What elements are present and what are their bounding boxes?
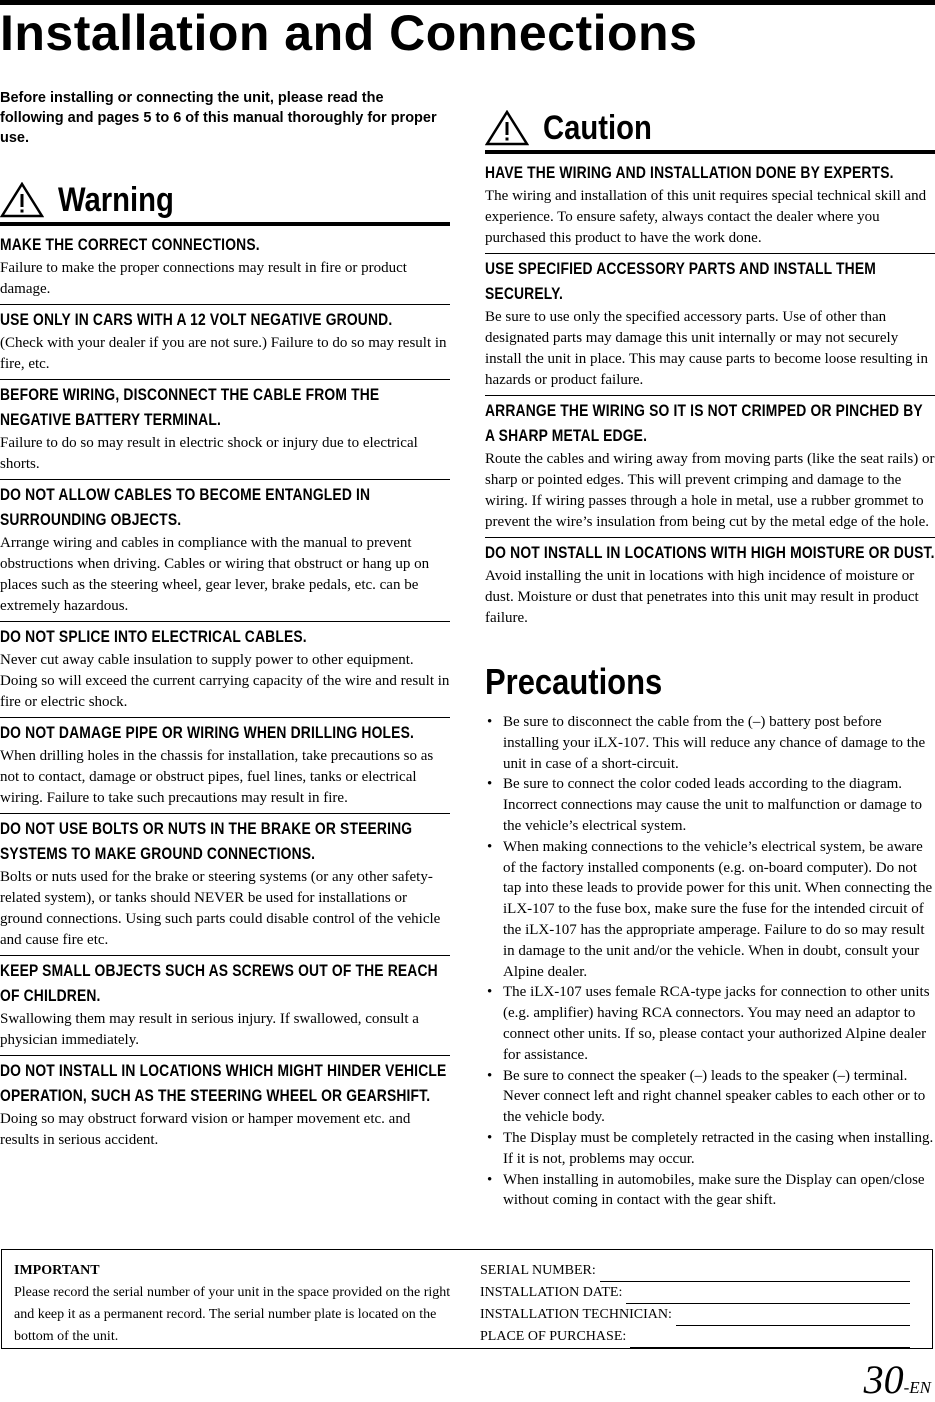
warning-item-body: Arrange wiring and cables in compliance with the manual to prevent obstructions when driving. Cables or wiring that obstruct or hang up on places such as the steering wheel, gear lever, brake pedals, etc. can be extremely hazardous. <box>0 535 430 614</box>
warning-item-body: Bolts or nuts used for the brake or steering systems (or any other safety-related system), or tanks should NEVER be used for installations or ground connections. Using such parts could disable control of the vehicle and cause fire etc. <box>0 869 441 948</box>
precautions-title: Precautions <box>485 661 663 702</box>
warning-item <box>0 718 450 814</box>
caution-rule <box>485 150 935 154</box>
bullet-text: Be sure to disconnect the cable from the (–) battery post before installing your iLX-107. This will reduce any chance of damage to the unit in case of a short-circuit. <box>503 714 926 772</box>
bullet-text: Be sure to connect the color coded leads according to the diagram. Incorrect connections may cause the unit to malfunction or damage to the vehicle’s electrical system. <box>503 776 923 834</box>
precautions-list <box>485 712 935 1211</box>
field-line[interactable] <box>600 1266 910 1282</box>
warning-item <box>0 814 450 956</box>
bullet-icon: • <box>487 1067 493 1084</box>
warning-item-body: Failure to make the proper connections may result in fire or product damage. <box>0 260 407 297</box>
bullet-icon: • <box>487 776 493 793</box>
caution-list <box>485 158 935 633</box>
caution-item <box>485 396 935 538</box>
caution-header <box>485 108 935 154</box>
page-number-value: 30 <box>863 1357 904 1402</box>
warning-header <box>0 180 450 226</box>
caution-item-body: The wiring and installation of this unit requires special technical skill and experience. To ensure safety, always contact the dealer where you purchased this product to have the work done. <box>485 188 927 246</box>
bullet-text: The Display must be completely retracted in the casing when installing. If it is not, problems may occur. <box>503 1129 934 1167</box>
list-item <box>485 774 935 836</box>
warning-item <box>0 956 450 1056</box>
bullet-text: When making connections to the vehicle’s electrical system, be aware of the factory installed components (e.g. on-board computer). Do not tap into these leads to provide power for this unit. When connecting the iLX-107 to the fuse box, make sure the fuse for the intended circuit of the iLX-107 has the appropriate amperage. Failure to do so may result in damage to the unit and/or the vehicle. When in doubt, consult your Alpine dealer. <box>503 838 933 980</box>
list-item <box>485 982 935 1065</box>
warning-item <box>0 380 450 480</box>
warning-item <box>0 305 450 380</box>
page-number-suffix: -EN <box>903 1378 931 1397</box>
warning-item-body: Doing so may obstruct forward vision or hamper movement etc. and results in serious accident. <box>0 1111 411 1148</box>
caution-item-body: Route the cables and wiring away from moving parts (like the seat rails) or sharp or pointed edges. This will prevent crimping and damage to the wiring. If wiring passes through a hole in metal, use a rubber grommet to prevent the wire’s insulation from being cut by the metal edge of the hole. <box>485 451 935 530</box>
list-item <box>485 837 935 983</box>
bullet-icon: • <box>487 984 493 1001</box>
warning-item <box>0 230 450 305</box>
caution-item-title: USE SPECIFIED ACCESSORY PARTS AND INSTALL THEM SECURELY. <box>485 260 876 303</box>
intro-text: Before installing or connecting the unit, please read the following and pages 5 to 6 of this manual thoroughly for proper use. <box>0 90 437 146</box>
warning-item-body: Failure to do so may result in electric shock or injury due to electrical shorts. <box>0 435 418 472</box>
caution-triangle-icon <box>485 110 529 146</box>
warning-item-body: When drilling holes in the chassis for installation, take precautions so as not to contact, damage or obstruct pipes, fuel lines, tanks or electrical wiring. Failure to take such precautions may result in fire. <box>0 748 434 806</box>
caution-item <box>485 254 935 396</box>
bullet-text: The iLX-107 uses female RCA-type jacks for connection to other units (e.g. amplifier) having RCA connectors. You may need an adaptor to connect other units. If so, please contact your authorized Alpine dealer for assistance. <box>503 984 930 1063</box>
warning-item-title: DO NOT ALLOW CABLES TO BECOME ENTANGLED IN SURROUNDING OBJECTS. <box>0 486 371 529</box>
warning-list <box>0 230 450 1155</box>
warning-rule <box>0 222 450 226</box>
caution-item-title: ARRANGE THE WIRING SO IT IS NOT CRIMPED OR PINCHED BY A SHARP METAL EDGE. <box>485 402 923 445</box>
field-line[interactable] <box>676 1310 910 1326</box>
warning-item-title: USE ONLY IN CARS WITH A 12 VOLT NEGATIVE GROUND. <box>0 311 393 329</box>
page-number <box>863 1357 931 1402</box>
field-label: PLACE OF PURCHASE: <box>480 1329 627 1344</box>
page-title: Installation and Connections <box>0 5 698 61</box>
warning-item <box>0 1056 450 1155</box>
bullet-text: When installing in automobiles, make sure the Display can open/close without coming in contact with the gear shift. <box>503 1171 925 1209</box>
list-item <box>485 712 935 774</box>
warning-item <box>0 480 450 622</box>
warning-item-body: Swallowing them may result in serious injury. If swallowed, consult a physician immediately. <box>0 1011 419 1048</box>
installation-date-field[interactable] <box>480 1282 910 1304</box>
caution-item-body: Be sure to use only the specified accessory parts. Use of other than designated parts may damage this unit internally or may not securely install the unit in place. This may cause parts to become loose resulting in hazards or product failure. <box>485 309 928 388</box>
warning-item-title: MAKE THE CORRECT CONNECTIONS. <box>0 236 260 254</box>
installation-technician-field[interactable] <box>480 1304 910 1326</box>
warning-item-body: (Check with your dealer if you are not sure.) Failure to do so may result in fire, etc. <box>0 335 447 372</box>
record-fields <box>480 1260 910 1348</box>
important-box <box>1 1249 933 1349</box>
caution-item <box>485 158 935 254</box>
caution-item-title: HAVE THE WIRING AND INSTALLATION DONE BY EXPERTS. <box>485 164 894 182</box>
warning-item-title: DO NOT USE BOLTS OR NUTS IN THE BRAKE OR STEERING SYSTEMS TO MAKE GROUND CONNECTIONS. <box>0 820 413 863</box>
important-text: Please record the serial number of your unit in the space provided on the right and keep it as a permanent record. The serial number plate is located on the bottom of the unit. <box>14 1285 451 1344</box>
caution-item-body: Avoid installing the unit in locations with high incidence of moisture or dust. Moisture or dust that penetrates into this unit may result in product failure. <box>485 568 919 626</box>
warning-title: Warning <box>58 181 174 219</box>
field-label: SERIAL NUMBER: <box>480 1263 596 1278</box>
list-item <box>485 1066 935 1128</box>
bullet-icon: • <box>487 1129 493 1146</box>
bullet-icon: • <box>487 1171 493 1188</box>
caution-title: Caution <box>543 109 652 147</box>
list-item <box>485 1170 935 1212</box>
bullet-icon: • <box>487 838 493 855</box>
field-label: INSTALLATION TECHNICIAN: <box>480 1307 672 1322</box>
warning-item-title: DO NOT SPLICE INTO ELECTRICAL CABLES. <box>0 628 307 646</box>
warning-item-title: KEEP SMALL OBJECTS SUCH AS SCREWS OUT OF THE REACH OF CHILDREN. <box>0 962 438 1005</box>
warning-triangle-icon <box>0 182 44 218</box>
field-line[interactable] <box>630 1332 910 1348</box>
warning-item-title: BEFORE WIRING, DISCONNECT THE CABLE FROM THE NEGATIVE BATTERY TERMINAL. <box>0 386 380 429</box>
important-note <box>14 1260 454 1348</box>
caution-item <box>485 538 935 633</box>
warning-item-title: DO NOT INSTALL IN LOCATIONS WHICH MIGHT HINDER VEHICLE OPERATION, SUCH AS THE STEERING WHEEL OR GEARSHIFT. <box>0 1062 447 1105</box>
bullet-text: Be sure to connect the speaker (–) leads to the speaker (–) terminal. Never connect left and right channel speaker cables to each other or to the vehicle body. <box>503 1067 926 1126</box>
caution-item-title: DO NOT INSTALL IN LOCATIONS WITH HIGH MOISTURE OR DUST. <box>485 544 935 562</box>
warning-item-title: DO NOT DAMAGE PIPE OR WIRING WHEN DRILLING HOLES. <box>0 724 415 742</box>
field-line[interactable] <box>626 1288 910 1304</box>
important-title: IMPORTANT <box>14 1263 100 1278</box>
warning-item <box>0 622 450 718</box>
serial-number-field[interactable] <box>480 1260 910 1282</box>
place-of-purchase-field[interactable] <box>480 1326 910 1348</box>
warning-item-body: Never cut away cable insulation to supply power to other equipment. Doing so will exceed the current carrying capacity of the wire and result in fire or electric shock. <box>0 652 450 710</box>
list-item <box>485 1128 935 1170</box>
bullet-icon: • <box>487 714 493 730</box>
field-label: INSTALLATION DATE: <box>480 1285 623 1300</box>
